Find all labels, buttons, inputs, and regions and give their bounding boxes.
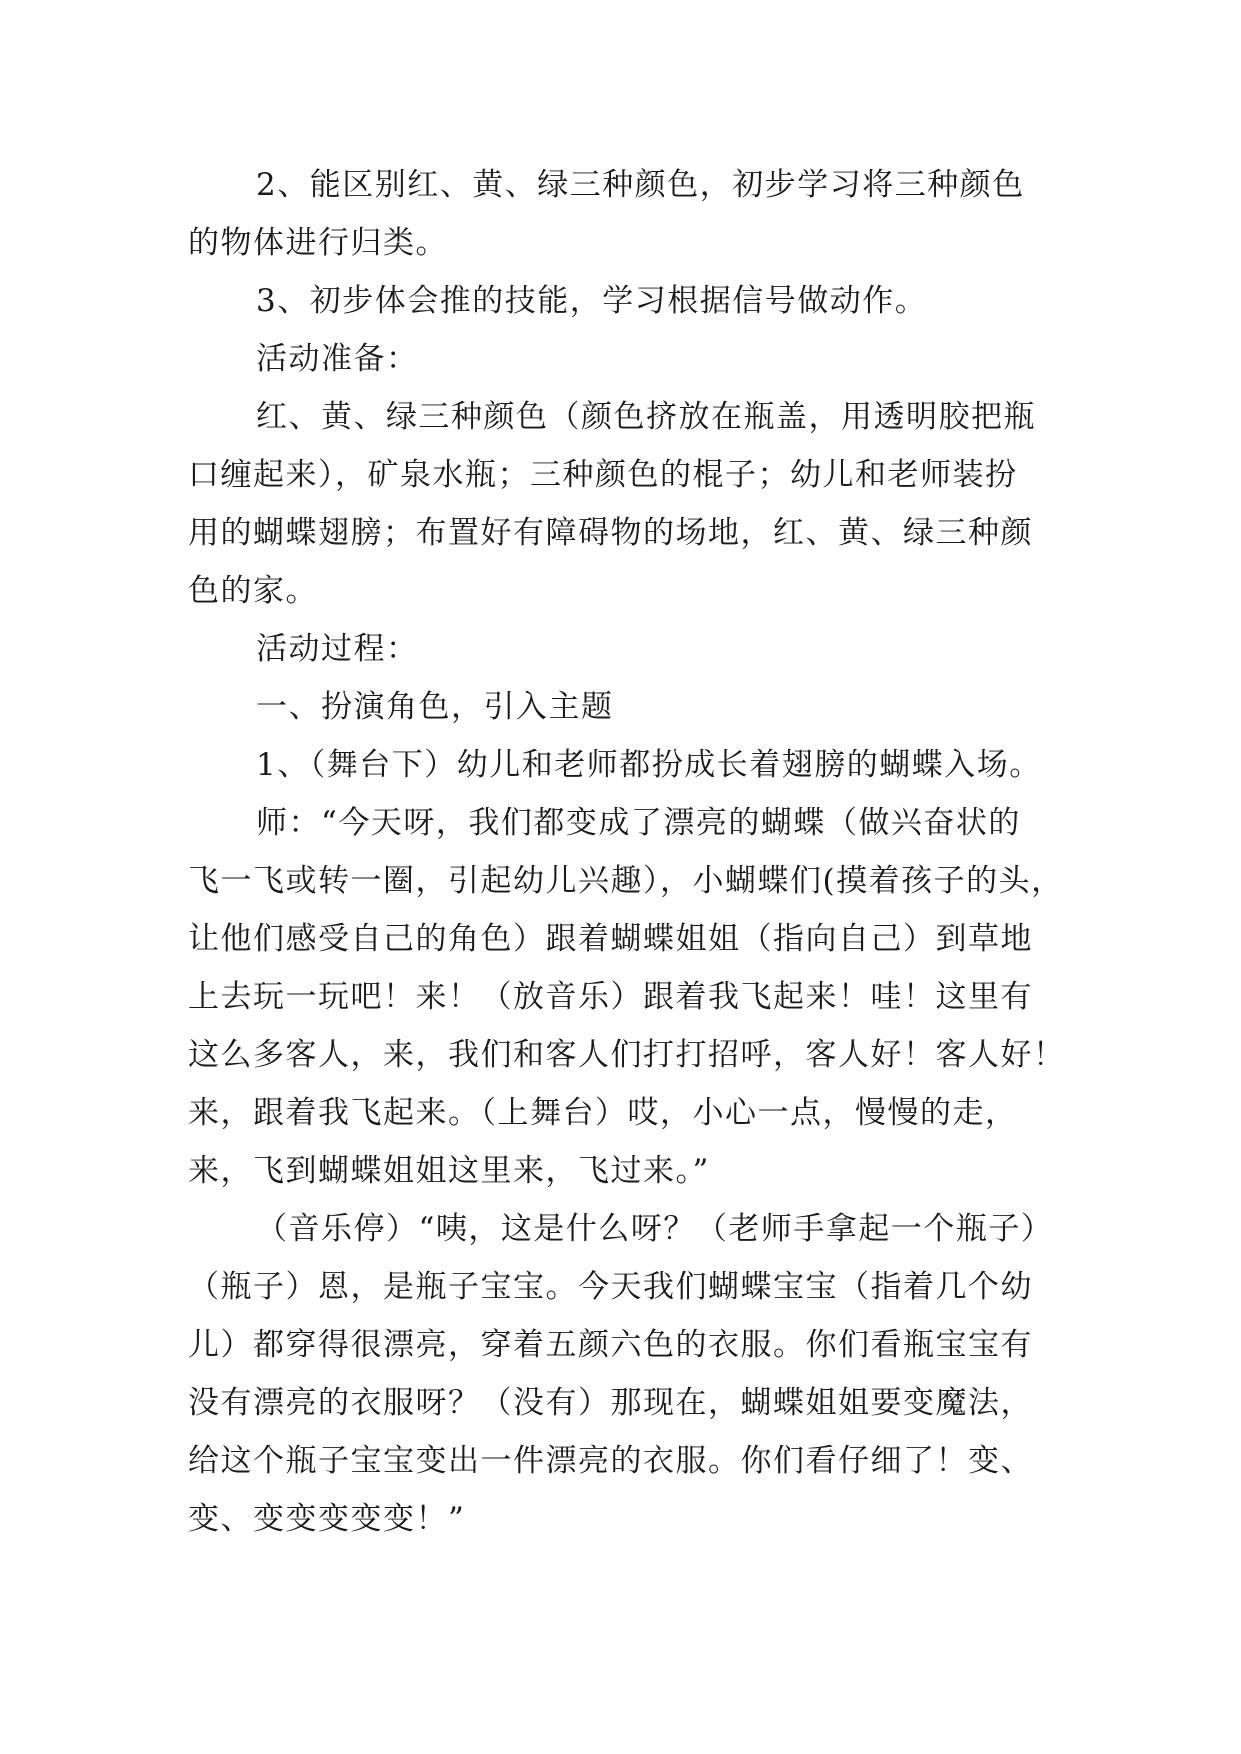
- text-line: 变、变变变变变！”: [188, 1501, 466, 1537]
- text-line: 红、黄、绿三种颜色（颜色挤放在瓶盖，用透明胶把瓶: [256, 399, 1036, 435]
- text-line: 色的家。: [188, 573, 318, 609]
- text-line: 3、初步体会推的技能，学习根据信号做动作。: [256, 283, 928, 319]
- text-line: 1、（舞台下）幼儿和老师都扮成长着翅膀的蝴蝶入场。: [256, 747, 1042, 783]
- text-line: （瓶子）恩，是瓶子宝宝。今天我们蝴蝶宝宝（指着几个幼: [188, 1269, 1033, 1305]
- text-line: 用的蝴蝶翅膀；布置好有障碍物的场地，红、黄、绿三种颜: [188, 515, 1033, 551]
- text-line: 这么多客人，来，我们和客人们打打招呼，客人好！客人好！: [188, 1037, 1066, 1073]
- text-line: （音乐停）“咦，这是什么呀？（老师手拿起一个瓶子）: [256, 1211, 1054, 1247]
- text-line: 上去玩一玩吧！来！（放音乐）跟着我飞起来！哇！这里有: [188, 979, 1033, 1015]
- text-line: 的物体进行归类。: [188, 225, 448, 261]
- text-line: 一、扮演角色，引入主题: [256, 689, 614, 725]
- text-line: 让他们感受自己的角色）跟着蝴蝶姐姐（指向自己）到草地: [188, 921, 1033, 957]
- text-line: 活动准备：: [256, 341, 419, 377]
- text-line: 儿）都穿得很漂亮，穿着五颜六色的衣服。你们看瓶宝宝有: [188, 1327, 1033, 1363]
- text-line: 口缠起来），矿泉水瓶；三种颜色的棍子；幼儿和老师装扮: [188, 457, 1018, 493]
- text-line: 来，飞到蝴蝶姐姐这里来，飞过来。”: [188, 1153, 710, 1189]
- text-line: 活动过程：: [256, 631, 419, 667]
- text-line: 给这个瓶子宝宝变出一件漂亮的衣服。你们看仔细了！变、: [188, 1443, 1033, 1479]
- text-line: 没有漂亮的衣服呀？（没有）那现在，蝴蝶姐姐要变魔法，: [188, 1385, 1033, 1421]
- text-line: 师：“今天呀，我们都变成了漂亮的蝴蝶（做兴奋状的: [256, 805, 1021, 841]
- text-line: 飞一飞或转一圈，引起幼儿兴趣），小蝴蝶们(摸着孩子的头，: [188, 863, 1064, 899]
- text-line: 来，跟着我飞起来。（上舞台）哎，小心一点，慢慢的走，: [188, 1095, 1018, 1131]
- text-line: 2、能区别红、黄、绿三种颜色，初步学习将三种颜色: [256, 167, 1025, 203]
